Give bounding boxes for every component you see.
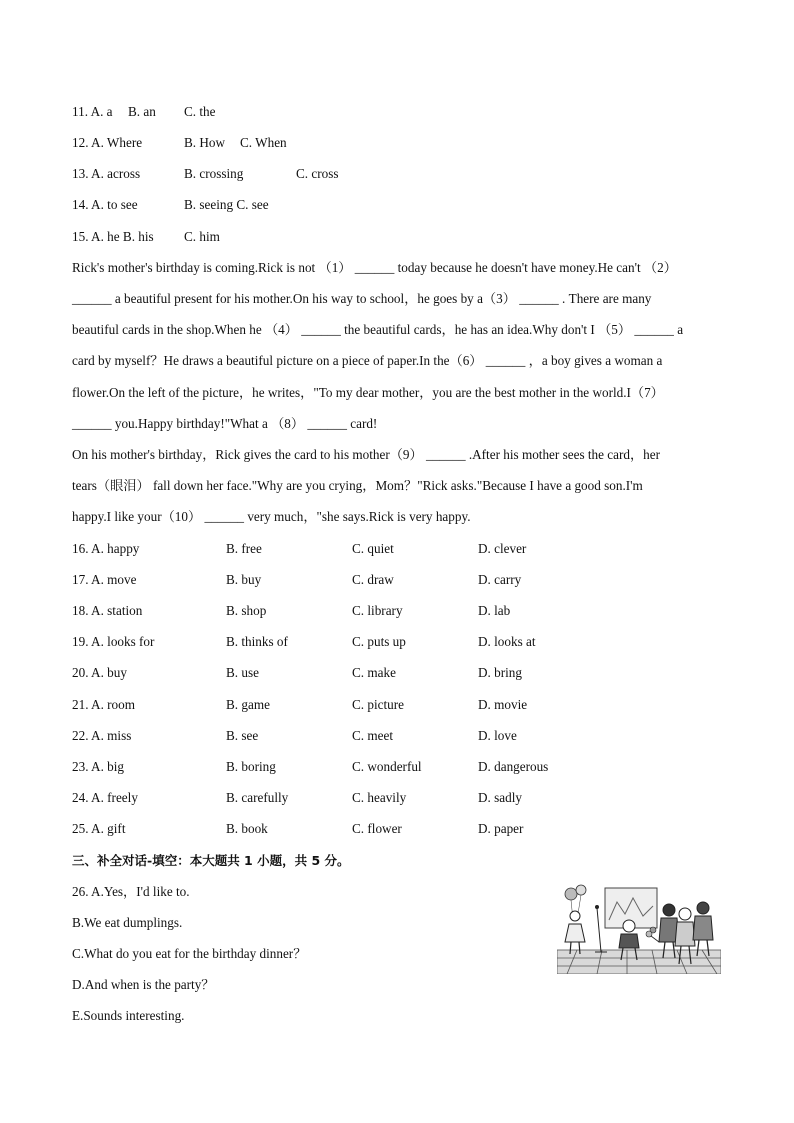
option-d: D. lab: [478, 603, 511, 618]
option-d: D. dangerous: [478, 759, 549, 774]
option-c: C. puts up: [352, 634, 406, 649]
option-c: C. quiet: [352, 541, 394, 556]
worksheet-page: 11. A. a B. an C. the 12. A. Where B. How C. When 13. A. across B. crossing C. cross 14. A. to see B. seeing C. see 15. A. he B. his C. him Rick's mother's birthday is coming.Rick is not （1） ______ today because he doesn't have money.He can't （2） ______ a beautiful present for his mother.On his way to school，he goes by a（3） ______ . There are many beautiful cards in the shop.When he （4） ______ the beautiful cards，he has an idea.Why don't I （5） ______ a card by myself？He draws a beautiful picture on a piece of paper.In the（6） ______ ，a boy gives a woman a flower.On the left of the picture，he writes，"To my dear mother，you are the best mother in the world.I（7） ______ you.Happy birthday!"What a （8） ______ card! On his mother's birthday，Rick gives the card to his mother（9） ______ .After his mother sees the card，her tears（眼泪） fall down her face."Why are you crying，Mom？"Rick asks."Because I have a good son.I'm happy.I like your（10） ______ very much，"she says.Rick is very happy. 16. A. happy B. free C. quiet D. clever 17. A. move B. buy C. draw D. carry 18. A. station B. shop C. library D. lab 19. A. looks for B. thinks of C. puts up D. looks at 20. A. buy B. use C. make D. bring 21. A. room B. game C. picture D. movie 22. A. miss B. see C. meet D. love 23. A. big B. boring C. wonderful D. dangerous 24. A. freely B. carefully C. heavily D. sadly 25. A. gift B. book C. flower D. paper 三、补全对话-填空：本大题共 1 小题，共 5 分。 26. A.Yes，I'd like to. B.We eat dumplings. C.What do you eat for the birthday dinner？ D.And when is the party？ E.Sounds interesting.: [0, 0, 794, 1123]
option-d: D. love: [478, 728, 517, 743]
option-b: B. thinks of: [226, 634, 288, 649]
option-c: C. draw: [352, 572, 394, 587]
option-c: C. meet: [352, 728, 394, 743]
option-c: C. flower: [352, 821, 402, 836]
option-d: D. paper: [478, 821, 524, 836]
dialogue-option: B.We eat dumplings.: [72, 915, 183, 930]
option-b: B. game: [226, 697, 270, 712]
option-a: 17. A. move: [72, 572, 137, 587]
option-a: 24. A. freely: [72, 790, 138, 805]
option-b: B. shop: [226, 603, 267, 618]
option-c: C. library: [352, 603, 403, 618]
option-b: B. buy: [226, 572, 262, 587]
passage-line: tears（眼泪） fall down her face."Why are you crying，Mom？"Rick asks."Because I have a good son.I'm: [72, 478, 643, 493]
option-b: B. free: [226, 541, 262, 556]
passage-line: On his mother's birthday，Rick gives the card to his mother（9） ______ .After his mother sees the card，her: [72, 447, 660, 462]
dialogue-option: D.And when is the party？: [72, 977, 215, 992]
passage-line: card by myself？He draws a beautiful picture on a piece of paper.In the（6） ______ ，a boy gives a woman a: [72, 353, 663, 368]
option-a: 18. A. station: [72, 603, 143, 618]
option-a: 25. A. gift: [72, 821, 126, 836]
dialogue-option: E.Sounds interesting.: [72, 1008, 185, 1023]
option-b: B. boring: [226, 759, 276, 774]
option-c: C. heavily: [352, 790, 407, 805]
option-d: D. sadly: [478, 790, 522, 805]
birthday-party-illustration: [557, 880, 721, 974]
option-d: D. bring: [478, 665, 522, 680]
option-b: B. see: [226, 728, 259, 743]
option-c: C. make: [352, 665, 396, 680]
passage-line: ______ you.Happy birthday!"What a （8） ______ card!: [72, 416, 378, 431]
option-a: 22. A. miss: [72, 728, 132, 743]
option-d: D. clever: [478, 541, 527, 556]
dialogue-option: C.What do you eat for the birthday dinner？: [72, 946, 307, 961]
option-b: B. use: [226, 665, 259, 680]
option-a: 21. A. room: [72, 697, 136, 712]
option-a: 23. A. big: [72, 759, 125, 774]
passage-line: Rick's mother's birthday is coming.Rick is not （1） ______ today because he doesn't have money.He can't （2）: [72, 260, 677, 275]
option-c: C. picture: [352, 697, 405, 712]
section-heading: 三、补全对话-填空：本大题共 1 小题，共 5 分。: [72, 853, 350, 868]
option-d: D. carry: [478, 572, 522, 587]
option-d: D. looks at: [478, 634, 536, 649]
option-a: 20. A. buy: [72, 665, 127, 680]
passage-line: ______ a beautiful present for his mother.On his way to school，he goes by a（3） ______ . There are many: [72, 291, 652, 306]
option-b: B. book: [226, 821, 268, 836]
option-c: C. wonderful: [352, 759, 422, 774]
option-a: 19. A. looks for: [72, 634, 155, 649]
passage-line: happy.I like your（10） ______ very much，"she says.Rick is very happy.: [72, 509, 471, 524]
option-d: D. movie: [478, 697, 528, 712]
dialogue-option: 26. A.Yes，I'd like to.: [72, 884, 190, 899]
passage-line: flower.On the left of the picture，he writes，"To my dear mother，you are the best mother in the world.I（7）: [72, 385, 664, 400]
passage-line: beautiful cards in the shop.When he （4） ______ the beautiful cards，he has an idea.Why don't I （5） ______ a: [72, 322, 684, 337]
option-b: B. carefully: [226, 790, 289, 805]
option-a: 16. A. happy: [72, 541, 140, 556]
